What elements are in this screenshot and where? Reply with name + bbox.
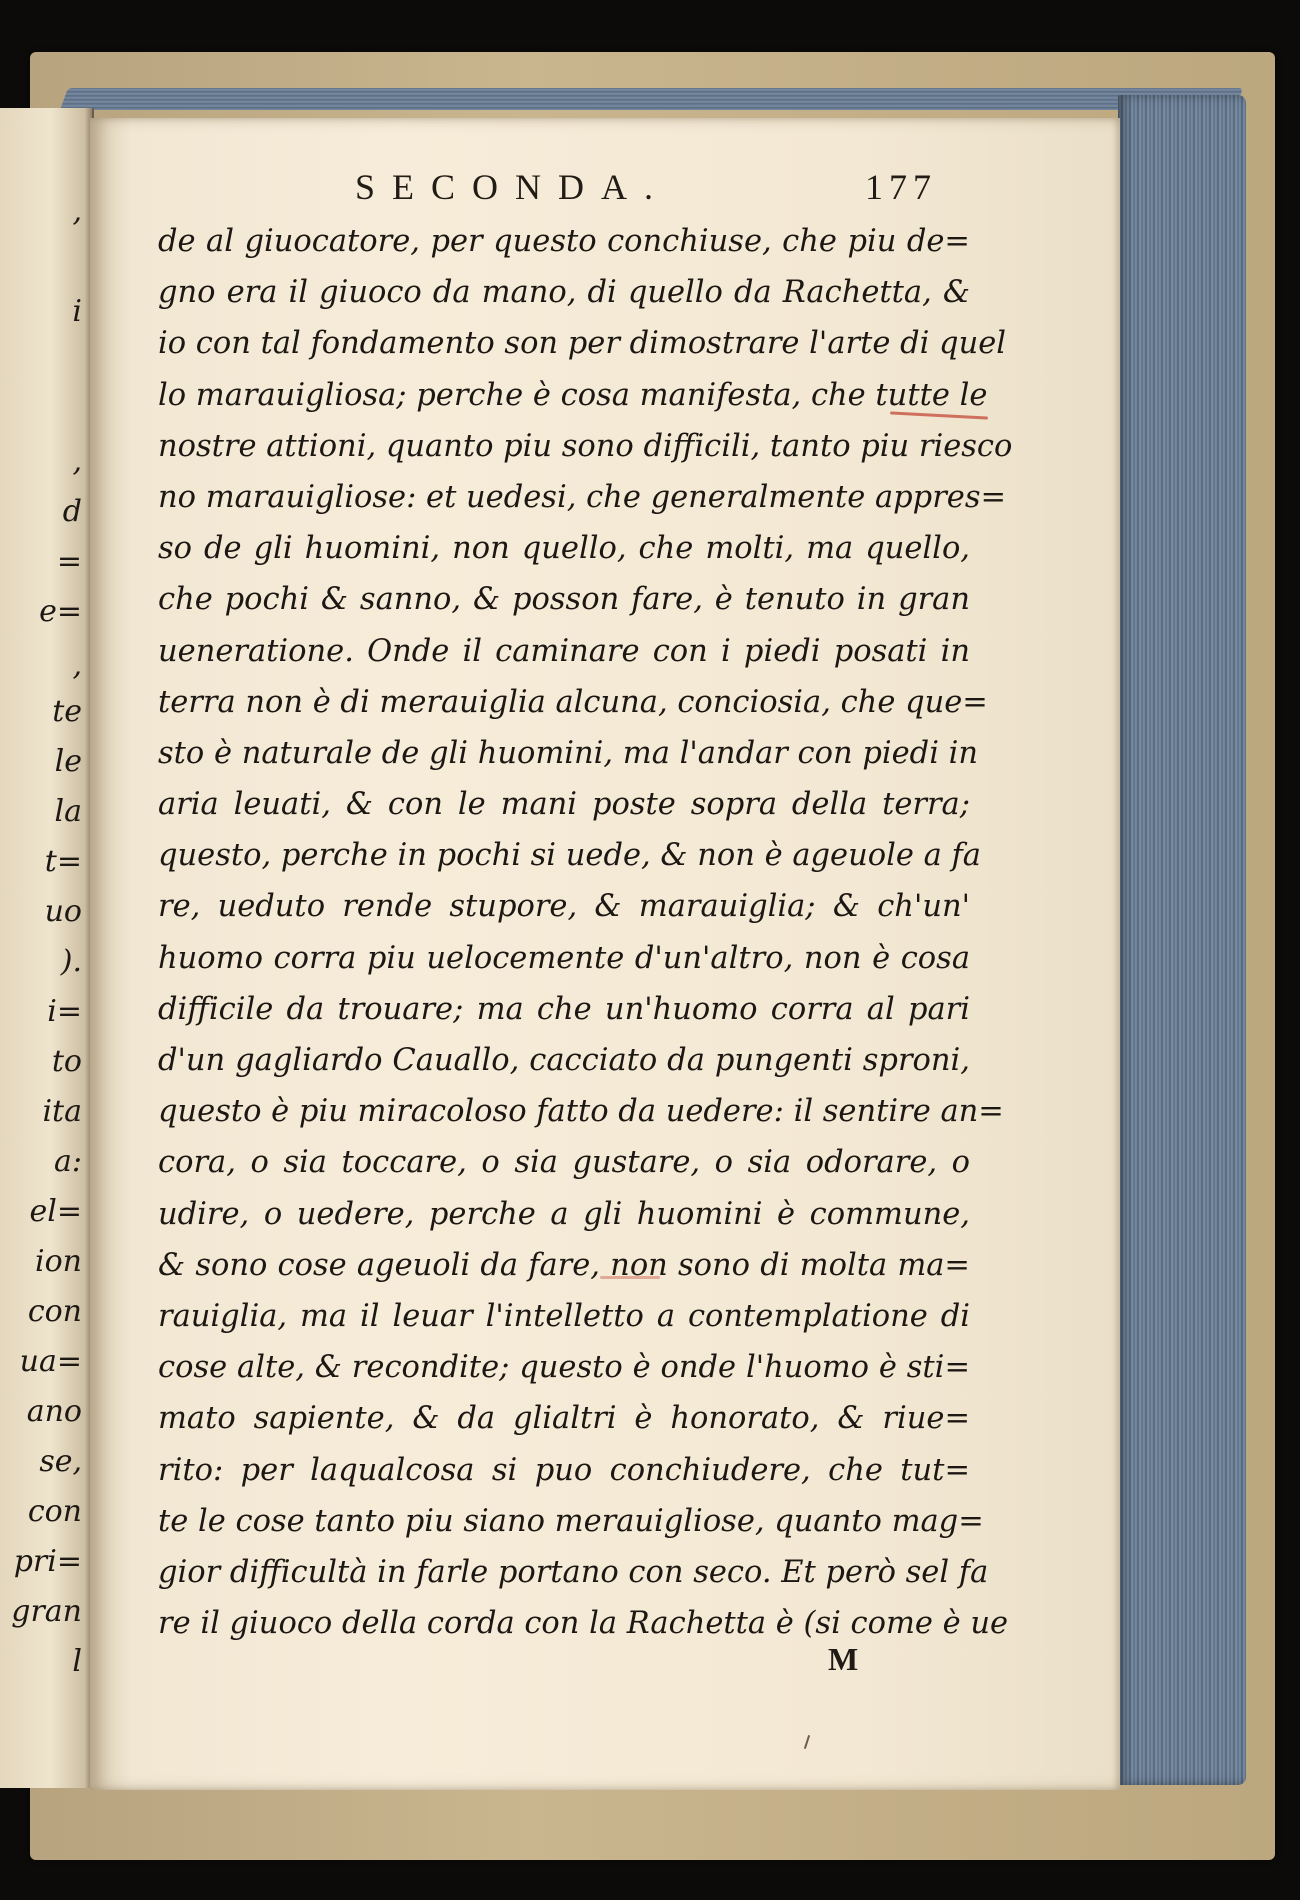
facing-page-fragment: gran [11,1594,82,1629]
page-number: 177 [865,167,937,207]
facing-page-fragment: i [72,294,82,329]
facing-page-fragment: e= [39,594,82,629]
facing-page-fragment: = [56,544,82,579]
text-line: difficile da trouare; ma che un'huomo corra al pari [158,991,970,1027]
red-pencil-mark [600,1276,660,1279]
text-line: & sono cose ageuoli da fare, non sono di molta ma= [158,1247,970,1283]
facing-page-fragment: la [54,794,82,829]
text-line: cora, o sia toccare, o sia gustare, o sia odorare, o [158,1145,970,1181]
text-line: terra non è di merauiglia alcuna, conciosia, che que= [158,684,988,720]
facing-page-fragment: to [51,1044,82,1079]
text-line: re il giuoco della corda con la Rachetta è (si come è ue [158,1606,1009,1642]
signature-mark: M [828,1641,859,1677]
text-line: de al giuocatore, per questo conchiuse, che piu de= [158,224,970,259]
text-line: so de gli huomini, non quello, che molti, ma quello, [158,531,970,567]
facing-page-fragment: ua= [19,1344,82,1379]
text-line: rito: per laqualcosa si puo conchiudere, che tut= [158,1452,970,1488]
facing-page-fragment: le [54,744,82,779]
text-line: mato sapiente, & da glialtri è honorato, & riue= [158,1401,970,1437]
text-line: sto è naturale de gli huomini, ma l'andar con piedi in [158,735,979,771]
text-line: questo è piu miracoloso fatto da uedere: il sentire an= [158,1094,1004,1130]
text-line: lo marauigliosa; perche è cosa manifesta, che tutte le [158,377,988,413]
text-line: re, ueduto rende stupore, & marauiglia; & ch'un' [158,889,970,925]
facing-page-fragment: , [72,444,82,479]
text-line: cose alte, & recondite; questo è onde l'huomo è sti= [158,1350,970,1386]
text-line: no marauigliose: et uedesi, che generalmente appres= [158,479,1007,515]
facing-page-fragment: , [72,648,82,683]
text-line: gno era il giuoco da mano, di quello da Rachetta, & [158,275,970,311]
facing-page-fragment: ). [60,944,82,979]
running-head-title: SECONDA. [355,167,671,207]
text-line: udire, o uedere, perche a gli huomini è commune, [158,1196,970,1232]
facing-page-fragment: se, [39,1444,82,1479]
facing-page-fragment: i= [47,994,82,1029]
facing-page-fragment: pri= [13,1544,82,1579]
facing-page-fragment: uo [44,894,82,929]
facing-page-fragment: a: [54,1144,82,1179]
text-line: gior difficultà in farle portano con seco. Et però sel fa [158,1554,989,1590]
facing-page-fragment: ano [26,1394,82,1429]
text-line: questo, perche in pochi si uede, & non è ageuole a fa [158,838,981,874]
text-line: d'un gagliardo Cauallo, cacciato da pungenti sproni, [158,1043,970,1078]
facing-page-fragment: con [27,1294,82,1329]
text-line: te le cose tanto piu siano merauigliose, quanto mag= [158,1503,984,1539]
text-line: ueneratione. Onde il caminare con i piedi posati in [158,633,970,669]
facing-page-fragment: d [62,494,82,529]
facing-page-fragment: l [72,1644,82,1679]
facing-page-fragment: t= [44,844,82,879]
facing-page-fragment: , [72,194,82,229]
text-line: che pochi & sanno, & posson fare, è tenuto in gran [158,582,970,618]
facing-page [0,108,94,1788]
body-text [158,216,1013,1649]
facing-page-fragment: te [52,694,82,729]
text-line: nostre attioni, quanto piu sono difficili, tanto piu riesco [158,428,1013,464]
facing-page-fragment: el= [29,1194,82,1229]
facing-page-fragment: ita [42,1094,82,1129]
text-line: io con tal fondamento son per dimostrare l'arte di quel [158,326,1007,362]
text-line: rauiglia, ma il leuar l'intelletto a contemplatione di [158,1298,970,1334]
text-line: aria leuati, & con le mani poste sopra della terra; [158,787,970,823]
text-line: huomo corra piu uelocemente d'un'altro, non è cosa [158,940,970,976]
running-head [0,166,1300,216]
page-edges-top [60,88,1243,110]
page-edges-fore [1118,95,1246,1785]
facing-page-fragment: con [27,1494,82,1529]
facing-page-fragment: ion [35,1244,82,1279]
